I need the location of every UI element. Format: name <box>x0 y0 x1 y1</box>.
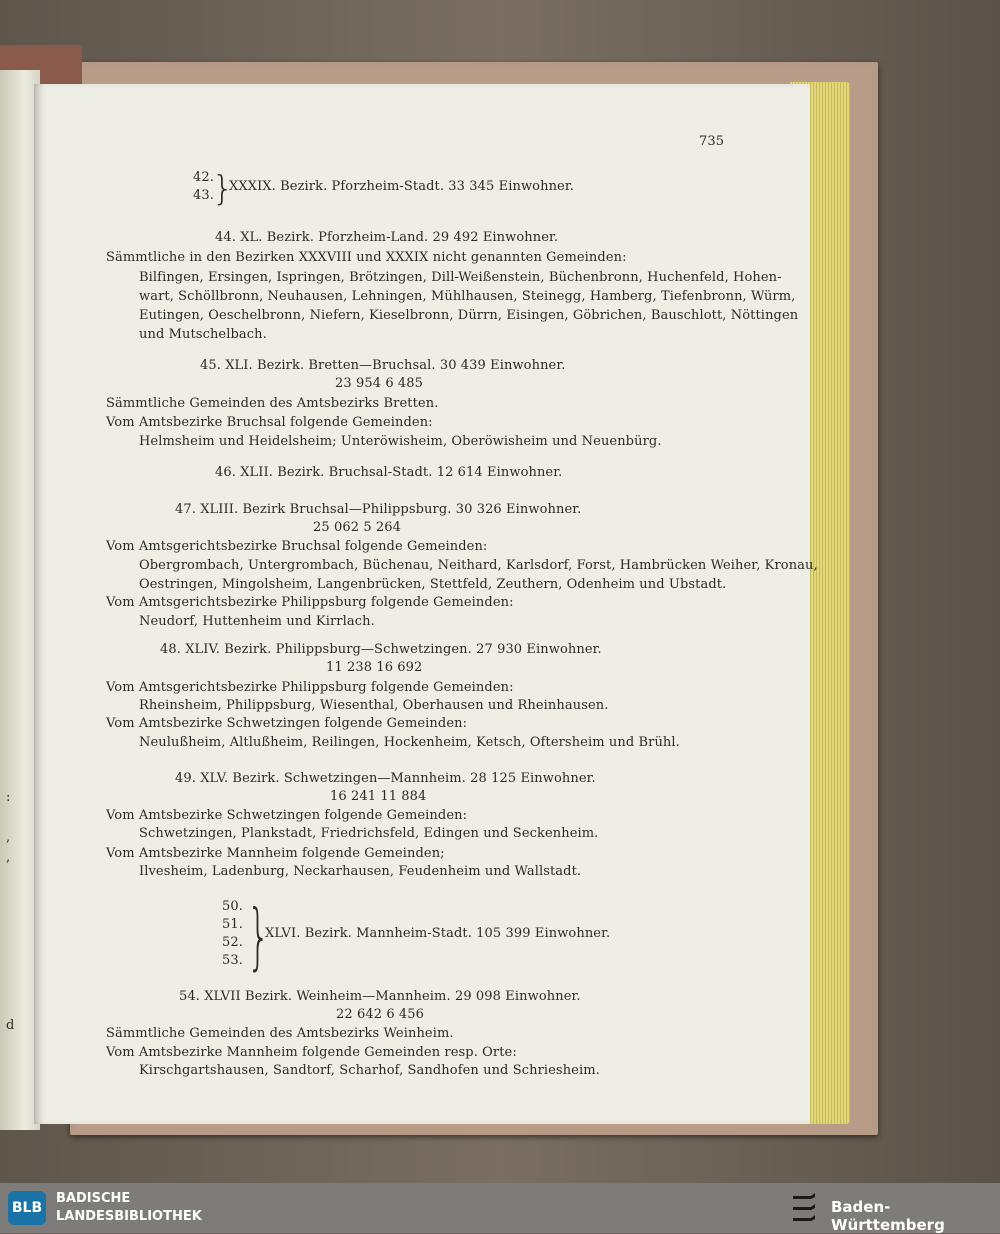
text-line: XXXIX. Bezirk. Pforzheim-Stadt. 33 345 Einwohner. <box>229 179 574 194</box>
text-line: Vom Amtsbezirke Bruchsal folgende Gemeinden: <box>106 415 433 430</box>
text-line: Vom Amtsbezirke Mannheim folgende Gemeinden; <box>106 846 445 861</box>
text-line: 54. XLVII Bezirk. Weinheim—Mannheim. 29 098 Einwohner. <box>179 989 581 1004</box>
text-line: 22 642 6 456 <box>336 1007 425 1022</box>
text-line: 52. <box>222 935 243 950</box>
text-line: 42. <box>193 170 214 185</box>
text-line: 45. XLI. Bezirk. Bretten—Bruchsal. 30 439 Einwohner. <box>200 358 566 373</box>
left-page-mark: , <box>6 830 11 845</box>
library-name-line1: BADISCHE <box>56 1191 131 1206</box>
footer-bar <box>0 1183 1000 1233</box>
coat-of-arms-icon <box>790 1190 820 1226</box>
text-line: Vom Amtsbezirke Schwetzingen folgende Gemeinden: <box>106 716 468 731</box>
brace-42-43: } <box>212 169 234 209</box>
text-line: 11 238 16 692 <box>326 660 423 675</box>
text-line: Vom Amtsgerichtsbezirke Philippsburg folgende Gemeinden: <box>106 595 514 610</box>
text-line: 16 241 11 884 <box>330 789 427 804</box>
left-page-mark: : <box>6 790 11 805</box>
text-line: 48. XLIV. Bezirk. Philippsburg—Schwetzingen. 27 930 Einwohner. <box>160 642 602 657</box>
text-line: Vom Amtsbezirke Mannheim folgende Gemeinden resp. Orte: <box>106 1045 517 1060</box>
text-line: XLVI. Bezirk. Mannheim-Stadt. 105 399 Einwohner. <box>265 926 611 941</box>
text-line: Sämmtliche Gemeinden des Amtsbezirks Bretten. <box>106 396 439 411</box>
text-line: Oestringen, Mingolsheim, Langenbrücken, Stettfeld, Zeuthern, Odenheim und Ubstadt. <box>139 577 727 592</box>
text-line: Neulußheim, Altlußheim, Reilingen, Hockenheim, Ketsch, Oftersheim und Brühl. <box>139 735 680 750</box>
text-line: Kirschgartshausen, Sandtorf, Scharhof, Sandhofen und Schriesheim. <box>139 1063 600 1078</box>
text-line: Vom Amtsgerichtsbezirke Bruchsal folgende Gemeinden: <box>106 539 488 554</box>
text-line: Bilfingen, Ersingen, Ispringen, Brötzingen, Dill-Weißenstein, Büchenbronn, Huchenfeld, Hohen- <box>139 270 782 285</box>
state-name: Baden-Württemberg <box>831 1198 945 1234</box>
blb-logo[interactable]: BLB <box>8 1191 46 1225</box>
text-line: 23 954 6 485 <box>335 376 424 391</box>
text-line: Eutingen, Oeschelbronn, Niefern, Kieselbronn, Dürrn, Eisingen, Göbrichen, Bauschlott, Nöttingen <box>139 308 799 323</box>
text-line: wart, Schöllbronn, Neuhausen, Lehningen, Mühlhausen, Steinegg, Hamberg, Tiefenbronn, Würm, <box>139 289 796 304</box>
left-page-mark: , <box>6 850 11 865</box>
text-line: 43. <box>193 188 214 203</box>
text-line: 49. XLV. Bezirk. Schwetzingen—Mannheim. 28 125 Einwohner. <box>175 771 596 786</box>
text-line: Ilvesheim, Ladenburg, Neckarhausen, Feudenheim und Wallstadt. <box>139 864 582 879</box>
text-line: Schwetzingen, Plankstadt, Friedrichsfeld, Edingen und Seckenheim. <box>139 826 599 841</box>
brace-50-53: } <box>247 894 270 978</box>
text-line: Helmsheim und Heidelsheim; Unteröwisheim, Oberöwisheim und Neuenbürg. <box>139 434 662 449</box>
left-page-mark: d <box>6 1018 15 1033</box>
text-line: Obergrombach, Untergrombach, Büchenau, Neithard, Karlsdorf, Forst, Hambrücken Weiher, Kronau, <box>139 558 818 573</box>
text-line: 51. <box>222 917 243 932</box>
page-number: 735 <box>699 134 725 149</box>
text-line: 53. <box>222 953 243 968</box>
text-line: 44. XL. Bezirk. Pforzheim-Land. 29 492 Einwohner. <box>215 230 559 245</box>
text-line: Vom Amtsbezirke Schwetzingen folgende Gemeinden: <box>106 808 468 823</box>
text-line: 50. <box>222 899 243 914</box>
text-line: 25 062 5 264 <box>313 520 402 535</box>
text-line: 47. XLIII. Bezirk Bruchsal—Philippsburg. 30 326 Einwohner. <box>175 502 582 517</box>
text-line: Sämmtliche Gemeinden des Amtsbezirks Weinheim. <box>106 1026 454 1041</box>
library-name-line2: LANDESBIBLIOTHEK <box>56 1209 202 1224</box>
text-line: 46. XLII. Bezirk. Bruchsal-Stadt. 12 614 Einwohner. <box>215 465 563 480</box>
text-line: Vom Amtsgerichtsbezirke Philippsburg folgende Gemeinden: <box>106 680 514 695</box>
text-line: Neudorf, Huttenheim und Kirrlach. <box>139 614 375 629</box>
text-line: Rheinsheim, Philippsburg, Wiesenthal, Oberhausen und Rheinhausen. <box>139 698 609 713</box>
text-line: und Mutschelbach. <box>139 327 267 342</box>
text-line: Sämmtliche in den Bezirken XXXVIII und XXXIX nicht genannten Gemeinden: <box>106 250 627 265</box>
